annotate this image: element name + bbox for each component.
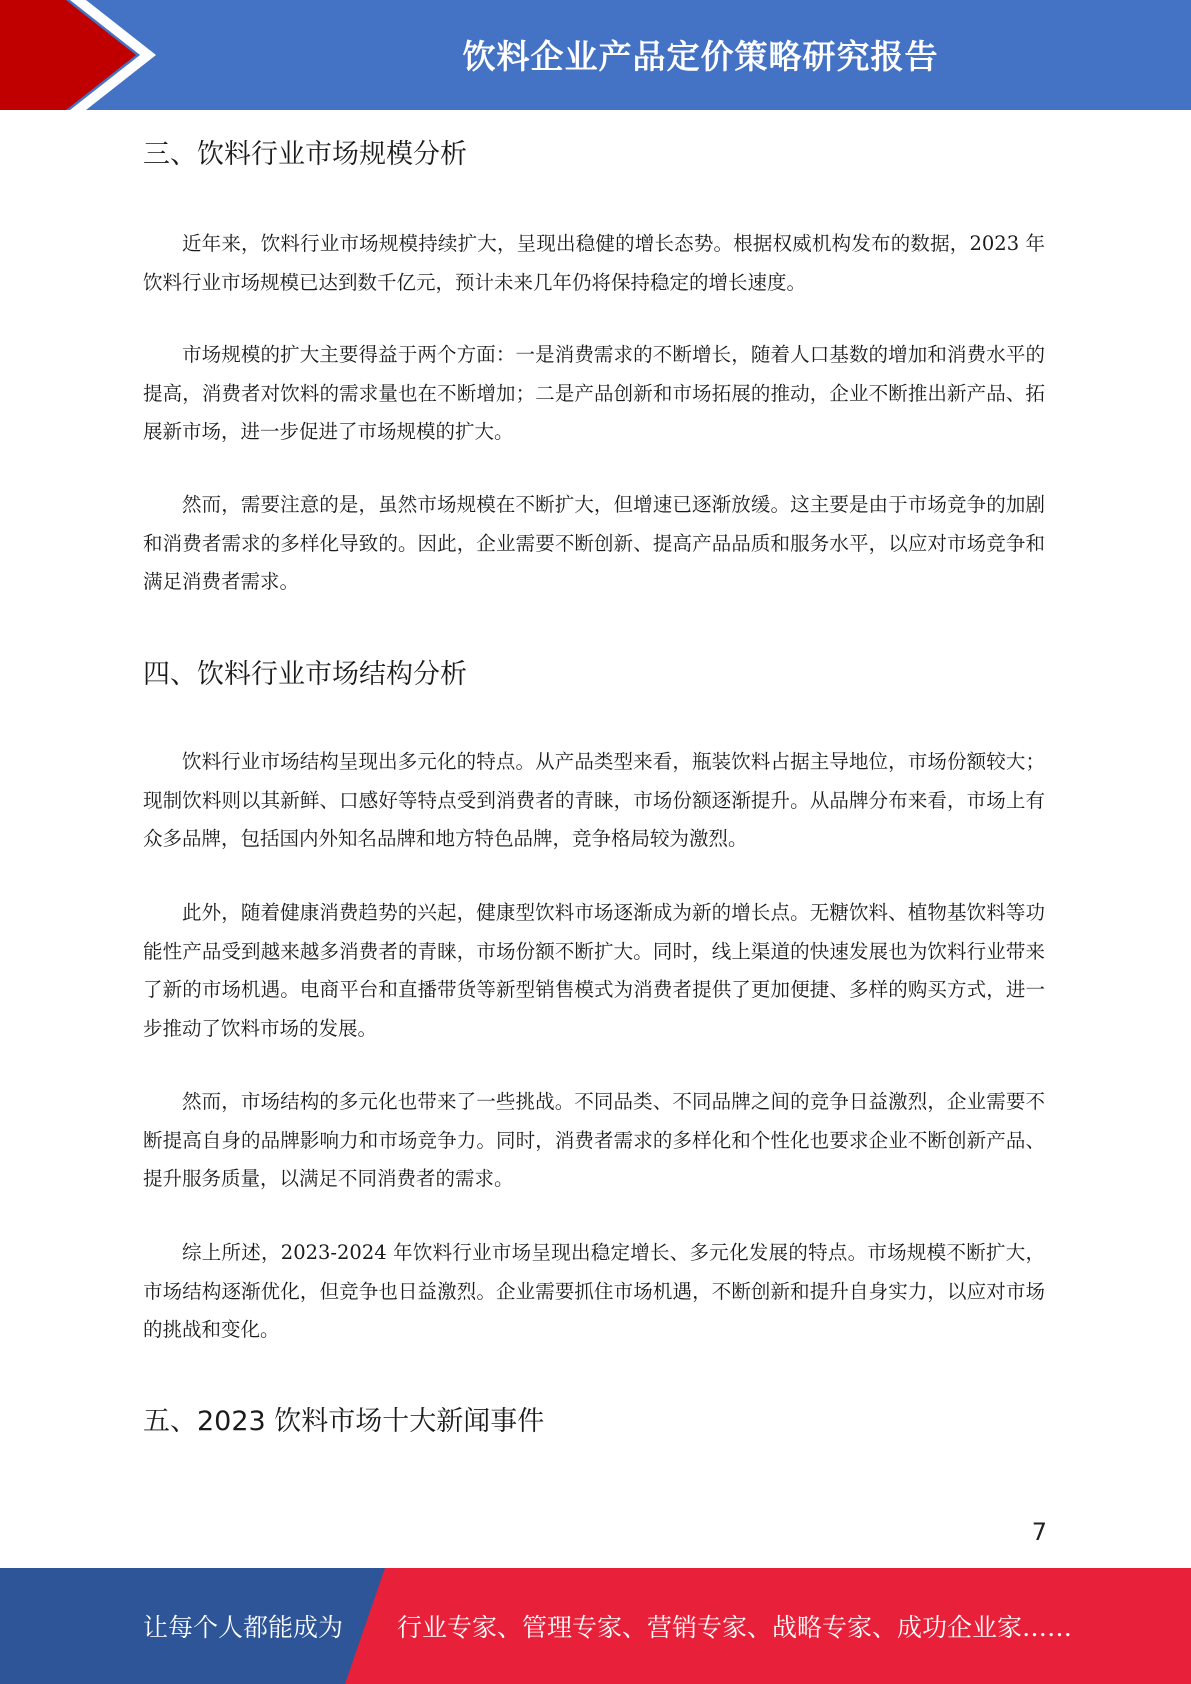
section-heading-market-structure: 四、饮料行业市场结构分析: [143, 659, 467, 690]
section-heading-market-size: 三、饮料行业市场规模分析: [143, 139, 467, 170]
paragraph: 综上所述，2023-2024 年饮料行业市场呈现出稳定增长、多元化发展的特点。市场规模不断扩大，市场结构逐渐优化，但竞争也日益激烈。企业需要抓住市场机遇，不断创新和提升自身实力，以应对市场的挑战和变化。: [143, 1241, 1045, 1341]
page-number: 7: [1031, 1518, 1047, 1546]
paragraph: 然而，市场结构的多元化也带来了一些挑战。不同品类、不同品牌之间的竞争日益激烈，企业需要不断提高自身的品牌影响力和市场竞争力。同时，消费者需求的多样化和个性化也要求企业不断创新产品、提升服务质量，以满足不同消费者的需求。: [143, 1090, 1045, 1190]
report-title: 饮料企业产品定价策略研究报告: [462, 36, 939, 76]
paragraph: 此外，随着健康消费趋势的兴起，健康型饮料市场逐渐成为新的增长点。无糖饮料、植物基饮料等功能性产品受到越来越多消费者的青睐，市场份额不断扩大。同时，线上渠道的快速发展也为饮料行业带来了新的市场机遇。电商平台和直播带货等新型销售模式为消费者提供了更加便捷、多样的购买方式，进一步推动了饮料市场的发展。: [143, 901, 1045, 1040]
page-header: [0, 0, 1191, 110]
section-heading-news-events: 五、2023 饮料市场十大新闻事件: [143, 1406, 545, 1437]
paragraph: 市场规模的扩大主要得益于两个方面：一是消费需求的不断增长，随着人口基数的增加和消费水平的提高，消费者对饮料的需求量也在不断增加；二是产品创新和市场拓展的推动，企业不断推出新产品、拓展新市场，进一步促进了市场规模的扩大。: [143, 343, 1045, 443]
footer-slogan-left: 让每个人都能成为: [143, 1613, 344, 1642]
footer-slogan-right: 行业专家、管理专家、营销专家、战略专家、成功企业家……: [397, 1613, 1073, 1642]
paragraph: 饮料行业市场结构呈现出多元化的特点。从产品类型来看，瓶装饮料占据主导地位，市场份额较大；现制饮料则以其新鲜、口感好等特点受到消费者的青睐，市场份额逐渐提升。从品牌分布来看，市场上有众多品牌，包括国内外知名品牌和地方特色品牌，竞争格局较为激烈。: [143, 750, 1045, 850]
paragraph: 近年来，饮料行业市场规模持续扩大，呈现出稳健的增长态势。根据权威机构发布的数据，2023 年饮料行业市场规模已达到数千亿元，预计未来几年仍将保持稳定的增长速度。: [143, 232, 1045, 294]
page-footer: [0, 1568, 1191, 1684]
paragraph: 然而，需要注意的是，虽然市场规模在不断扩大，但增速已逐渐放缓。这主要是由于市场竞争的加剧和消费者需求的多样化导致的。因此，企业需要不断创新、提高产品品质和服务水平，以应对市场竞争和满足消费者需求。: [143, 493, 1045, 593]
